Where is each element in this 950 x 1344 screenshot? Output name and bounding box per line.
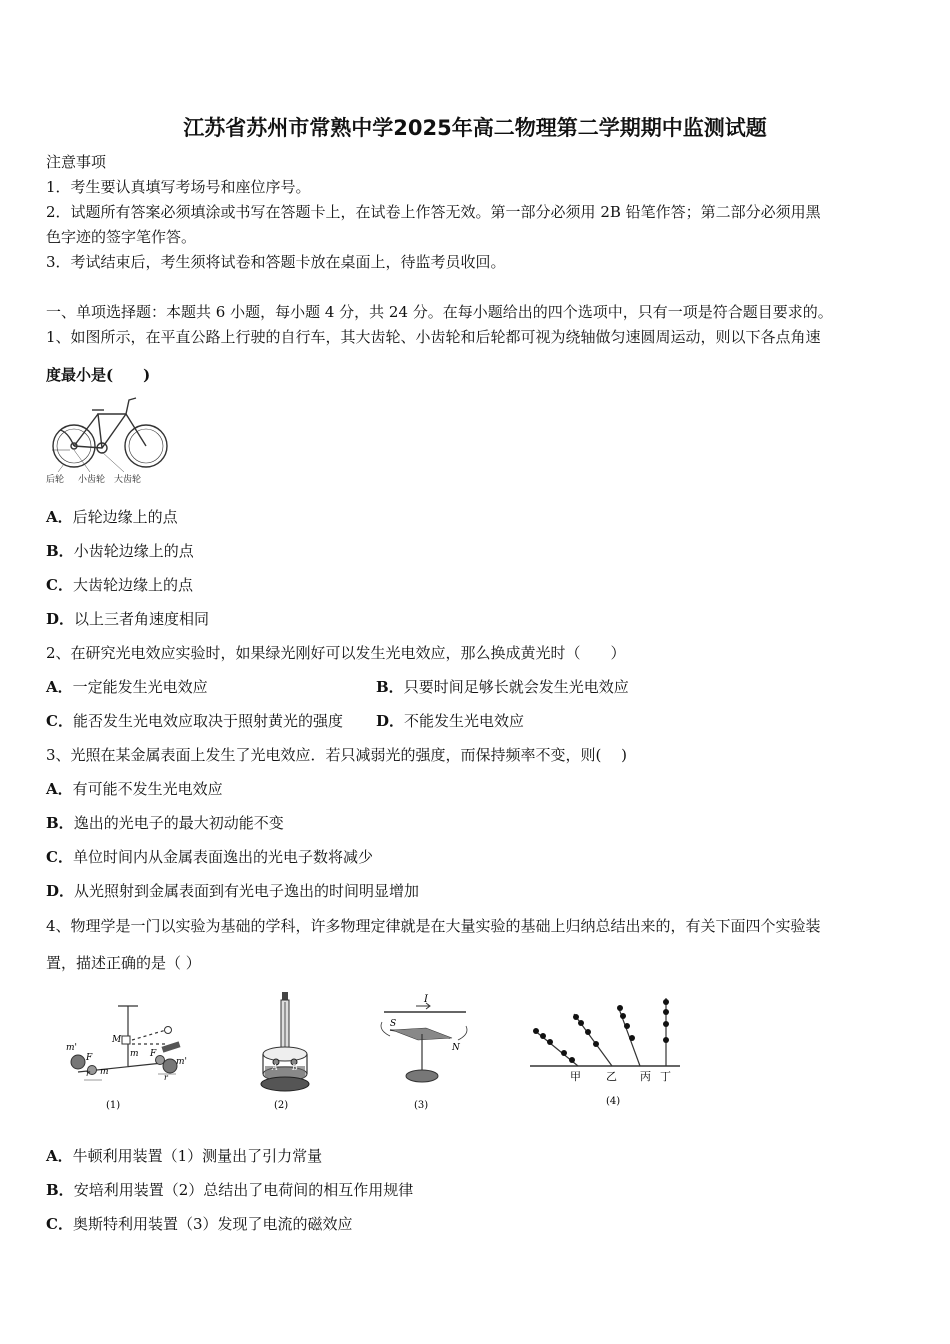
q4-stem-line2: 置，描述正确的是（ ） xyxy=(46,954,201,972)
fig3-caption: (3) xyxy=(414,1100,429,1111)
q2-option-b: B．只要时间足够长就会发生光电效应 xyxy=(376,678,629,696)
fig4-label-bing: 丙 xyxy=(640,1070,651,1083)
fig2-label-B: B xyxy=(292,1063,298,1072)
q2-option-c: C．能否发生光电效应取决于照射黄光的强度 xyxy=(46,712,343,730)
fig1-label-m-center: m xyxy=(130,1049,139,1059)
fig4-caption: (4) xyxy=(606,1096,621,1107)
rear-wheel-label: 后轮 xyxy=(46,475,65,485)
q2-option-a: A．一定能发生光电效应 xyxy=(46,678,208,696)
q1-option-c: C．大齿轮边缘上的点 xyxy=(46,576,193,594)
fig1-label-m-left: m xyxy=(100,1067,109,1077)
fig3-label-I: I xyxy=(424,994,428,1005)
q1-option-a: A．后轮边缘上的点 xyxy=(46,508,178,526)
notice-item-2: 2．试题所有答案必须填涂或书写在答题卡上，在试卷上作答无效。第一部分必须用 2B 铅笔作答；第二部分必须用黑 xyxy=(46,203,821,221)
q4-option-b: B．安培利用装置（2）总结出了电荷间的相互作用规律 xyxy=(46,1181,414,1199)
fig1-label-r-right: r xyxy=(164,1073,168,1082)
q4-stem-line1: 4、物理学是一门以实验为基础的学科，许多物理定律就是在大量实验的基础上归纳总结出来的，有关下面四个实验装 xyxy=(46,917,821,935)
q4-option-a: A．牛顿利用装置（1）测量出了引力常量 xyxy=(46,1147,323,1165)
q3-stem: 3、光照在某金属表面上发生了光电效应．若只减弱光的强度，而保持频率不变，则( ) xyxy=(46,746,628,764)
q1-stem-line1: 1、如图所示，在平直公路上行驶的自行车，其大齿轮、小齿轮和后轮都可视为绕轴做匀速圆周运动，则以下各点角速 xyxy=(46,328,821,346)
fig4-label-jia: 甲 xyxy=(570,1070,581,1083)
experiment-figure-4 xyxy=(526,990,686,1115)
fig1-label-F-left: F xyxy=(86,1053,93,1063)
fig4-label-yi: 乙 xyxy=(606,1070,617,1083)
small-gear-label: 小齿轮 xyxy=(78,475,106,485)
notice-heading: 注意事项 xyxy=(46,153,107,171)
q2-stem: 2、在研究光电效应实验时，如果绿光刚好可以发生光电效应，那么换成黄光时（ ） xyxy=(46,644,626,662)
q3-option-a: A．有可能不发生光电效应 xyxy=(46,780,223,798)
fig3-label-S: S xyxy=(390,1019,397,1029)
fig1-label-m-prime-right: m' xyxy=(176,1057,188,1067)
fig2-caption: (2) xyxy=(274,1100,289,1111)
experiment-figure-1 xyxy=(62,1000,202,1115)
fig1-caption: (1) xyxy=(106,1100,121,1111)
q1-stem-line2: 度最小是( ) xyxy=(46,366,151,384)
q1-option-d: D．以上三者角速度相同 xyxy=(46,610,210,628)
q3-option-b: B．逸出的光电子的最大初动能不变 xyxy=(46,814,284,832)
bicycle-figure xyxy=(44,392,176,488)
experiment-figure-2 xyxy=(248,988,328,1115)
q3-option-d: D．从光照射到金属表面到有光电子逸出的时间明显增加 xyxy=(46,882,420,900)
fig4-label-ding: 丁 xyxy=(660,1070,671,1083)
fig1-label-F-right: F xyxy=(150,1049,157,1059)
page-title: 江苏省苏州市常熟中学2025年高二物理第二学期期中监测试题 xyxy=(183,116,767,140)
fig3-label-N: N xyxy=(452,1043,460,1053)
big-gear-label: 大齿轮 xyxy=(114,475,142,485)
q4-option-c: C．奥斯特利用装置（3）发现了电流的磁效应 xyxy=(46,1215,353,1233)
q2-option-d: D．不能发生光电效应 xyxy=(376,712,525,730)
q1-option-b: B．小齿轮边缘上的点 xyxy=(46,542,194,560)
experiment-figure-3 xyxy=(370,992,480,1115)
q3-option-c: C．单位时间内从金属表面逸出的光电子数将减少 xyxy=(46,848,373,866)
fig1-label-m-prime-left: m' xyxy=(66,1043,78,1053)
fig1-label-r-left: r xyxy=(86,1069,90,1078)
notice-item-1: 1．考生要认真填写考场号和座位序号。 xyxy=(46,178,311,196)
fig1-label-M: M xyxy=(112,1035,122,1045)
notice-item-2-cont: 色字迹的签字笔作答。 xyxy=(46,228,197,246)
notice-item-3: 3．考试结束后，考生须将试卷和答题卡放在桌面上，待监考员收回。 xyxy=(46,253,506,271)
section-heading: 一、单项选择题：本题共 6 小题，每小题 4 分，共 24 分。在每小题给出的四个选项中，只有一项是符合题目要求的。 xyxy=(46,303,833,321)
fig2-label-A: A xyxy=(272,1063,278,1072)
